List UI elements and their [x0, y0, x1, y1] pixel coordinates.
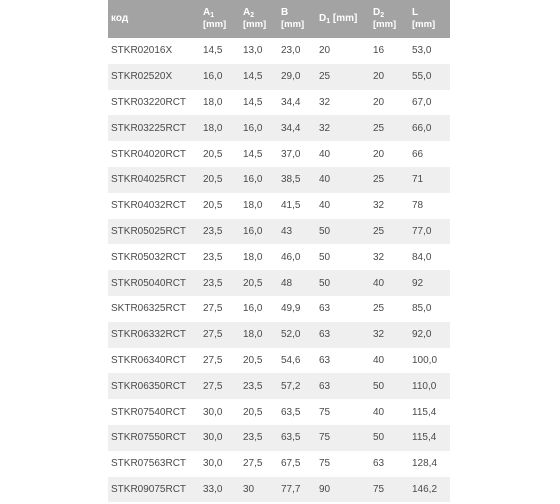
cell-d2: 75 [373, 483, 385, 495]
cell-b: 77,7 [281, 483, 301, 495]
cell-a2: 16,0 [243, 303, 263, 315]
header-d2: $D_2$ [mm] [373, 7, 397, 30]
cell-d2: 16 [373, 45, 385, 57]
cell-a1: 27,5 [203, 380, 223, 392]
cell-b: 52,0 [281, 329, 301, 341]
table-row [108, 477, 450, 503]
cell-code: STKR04025RCT [111, 174, 187, 186]
cell-b: 67,5 [281, 458, 301, 470]
cell-a1: 30,0 [203, 458, 223, 470]
cell-b: 63,5 [281, 406, 301, 418]
cell-l: 53,0 [412, 45, 432, 57]
cell-d1: 40 [319, 148, 331, 160]
cell-d1: 40 [319, 174, 331, 186]
cell-a1: 18,0 [203, 122, 223, 134]
cell-d2: 20 [373, 96, 385, 108]
cell-b: 49,9 [281, 303, 301, 315]
spec-table [108, 0, 450, 502]
table-row [108, 425, 450, 451]
cell-code: STKR05040RCT [111, 277, 187, 289]
cell-a2: 14,5 [243, 96, 263, 108]
table-row [108, 64, 450, 90]
cell-a1: 20,5 [203, 148, 223, 160]
cell-b: 34,4 [281, 122, 301, 134]
cell-b: 57,2 [281, 380, 301, 392]
cell-d2: 50 [373, 432, 385, 444]
cell-b: 41,5 [281, 200, 301, 212]
cell-code: STKR05025RCT [111, 225, 187, 237]
table-row [108, 348, 450, 374]
cell-l: 146,2 [412, 483, 438, 495]
table-row [108, 244, 450, 270]
table-row [108, 38, 450, 64]
cell-d1: 32 [319, 96, 331, 108]
cell-a2: 18,0 [243, 251, 263, 263]
cell-d1: 50 [319, 277, 331, 289]
header-b: B [mm] [281, 7, 305, 30]
cell-d2: 40 [373, 277, 385, 289]
cell-l: 115,4 [412, 432, 437, 444]
table-row [108, 296, 450, 322]
header-l: L [mm] [412, 7, 436, 30]
cell-l: 55,0 [412, 71, 432, 83]
cell-code: STKR04032RCT [111, 200, 187, 212]
cell-a2: 20,5 [243, 354, 263, 366]
cell-code: STKR07550RCT [111, 432, 187, 444]
cell-a2: 16,0 [243, 225, 263, 237]
cell-d1: 50 [319, 225, 331, 237]
cell-d2: 20 [373, 71, 385, 83]
cell-d1: 25 [319, 71, 331, 83]
table-row [108, 141, 450, 167]
cell-d2: 32 [373, 329, 385, 341]
cell-a2: 20,5 [243, 277, 263, 289]
cell-l: 66 [412, 148, 424, 160]
cell-a2: 16,0 [243, 174, 263, 186]
cell-a1: 27,5 [203, 303, 223, 315]
cell-a2: 14,5 [243, 148, 263, 160]
cell-code: STKR06340RCT [111, 354, 187, 366]
header-code: код [111, 13, 129, 24]
cell-a1: 30,0 [203, 432, 223, 444]
cell-d2: 32 [373, 251, 385, 263]
cell-d1: 50 [319, 251, 331, 263]
cell-a1: 33,0 [203, 483, 223, 495]
table-row [108, 399, 450, 425]
table-row [108, 373, 450, 399]
cell-a2: 30 [243, 483, 255, 495]
cell-b: 38,5 [281, 174, 301, 186]
cell-b: 23,0 [281, 45, 301, 57]
cell-d1: 40 [319, 200, 331, 212]
cell-l: 78 [412, 200, 424, 212]
cell-a1: 27,5 [203, 329, 223, 341]
cell-b: 46,0 [281, 251, 301, 263]
cell-a1: 16,0 [203, 71, 223, 83]
table-row [108, 167, 450, 193]
cell-d1: 63 [319, 380, 331, 392]
cell-d2: 32 [373, 200, 385, 212]
cell-d2: 25 [373, 303, 385, 315]
header-a1: $A_1$ [mm] [203, 7, 227, 30]
cell-code: STKR03225RCT [111, 122, 187, 134]
table-row [108, 193, 450, 219]
cell-code: SKTR06325RCT [111, 303, 187, 315]
header-a2: $A_2$ [mm] [243, 7, 267, 30]
cell-d2: 63 [373, 458, 385, 470]
cell-d2: 25 [373, 122, 385, 134]
cell-b: 37,0 [281, 148, 301, 160]
cell-code: STKR04020RCT [111, 148, 187, 160]
cell-a1: 23,5 [203, 225, 223, 237]
cell-a2: 23,5 [243, 380, 263, 392]
cell-d1: 75 [319, 406, 331, 418]
cell-a1: 23,5 [203, 251, 223, 263]
cell-l: 92,0 [412, 329, 432, 341]
table-row [108, 219, 450, 245]
table-row [108, 90, 450, 116]
table-row [108, 115, 450, 141]
header-row [108, 0, 450, 38]
cell-code: STKR03220RCT [111, 96, 187, 108]
cell-d2: 50 [373, 380, 385, 392]
cell-b: 34,4 [281, 96, 301, 108]
table-row [108, 322, 450, 348]
cell-d2: 40 [373, 354, 385, 366]
cell-code: STKR09075RCT [111, 483, 187, 495]
cell-a2: 18,0 [243, 200, 263, 212]
cell-d1: 20 [319, 45, 331, 57]
cell-l: 115,4 [412, 406, 437, 418]
cell-code: STKR07540RCT [111, 406, 187, 418]
cell-d2: 40 [373, 406, 385, 418]
cell-code: STKR07563RCT [111, 458, 187, 470]
cell-d1: 75 [319, 458, 331, 470]
cell-code: STKR02016X [111, 45, 173, 57]
cell-a2: 20,5 [243, 406, 263, 418]
cell-b: 63,5 [281, 432, 301, 444]
cell-a2: 16,0 [243, 122, 263, 134]
cell-l: 110,0 [412, 380, 437, 392]
table-row [108, 270, 450, 296]
cell-a1: 30,0 [203, 406, 223, 418]
cell-l: 67,0 [412, 96, 432, 108]
cell-code: STKR06350RCT [111, 380, 187, 392]
cell-d1: 90 [319, 483, 331, 495]
cell-l: 77,0 [412, 225, 432, 237]
cell-a2: 13,0 [243, 45, 263, 57]
cell-a2: 23,5 [243, 432, 263, 444]
cell-l: 92 [412, 277, 424, 289]
cell-l: 84,0 [412, 251, 432, 263]
cell-a1: 14,5 [203, 45, 223, 57]
cell-a1: 20,5 [203, 200, 223, 212]
cell-a1: 27,5 [203, 354, 223, 366]
cell-d1: 63 [319, 303, 331, 315]
cell-a2: 14,5 [243, 71, 263, 83]
cell-d2: 20 [373, 148, 385, 160]
cell-b: 48 [281, 277, 293, 289]
cell-l: 128,4 [412, 458, 438, 470]
cell-d1: 75 [319, 432, 331, 444]
cell-l: 100,0 [412, 354, 438, 366]
cell-b: 54,6 [281, 354, 301, 366]
cell-b: 29,0 [281, 71, 301, 83]
cell-l: 71 [412, 174, 424, 186]
cell-d2: 25 [373, 225, 385, 237]
cell-code: STKR06332RCT [111, 329, 187, 341]
cell-code: STKR02520X [111, 71, 173, 83]
cell-d2: 25 [373, 174, 385, 186]
cell-a1: 23,5 [203, 277, 223, 289]
header-d1: $D_1$ [mm] [319, 13, 358, 25]
cell-a1: 20,5 [203, 174, 223, 186]
cell-d1: 63 [319, 354, 331, 366]
cell-a2: 27,5 [243, 458, 263, 470]
cell-a1: 18,0 [203, 96, 223, 108]
cell-d1: 32 [319, 122, 331, 134]
table-row [108, 451, 450, 477]
table-body [108, 38, 450, 502]
cell-b: 43 [281, 225, 293, 237]
cell-d1: 63 [319, 329, 331, 341]
cell-l: 85,0 [412, 303, 432, 315]
cell-code: STKR05032RCT [111, 251, 187, 263]
cell-l: 66,0 [412, 122, 432, 134]
cell-a2: 18,0 [243, 329, 263, 341]
